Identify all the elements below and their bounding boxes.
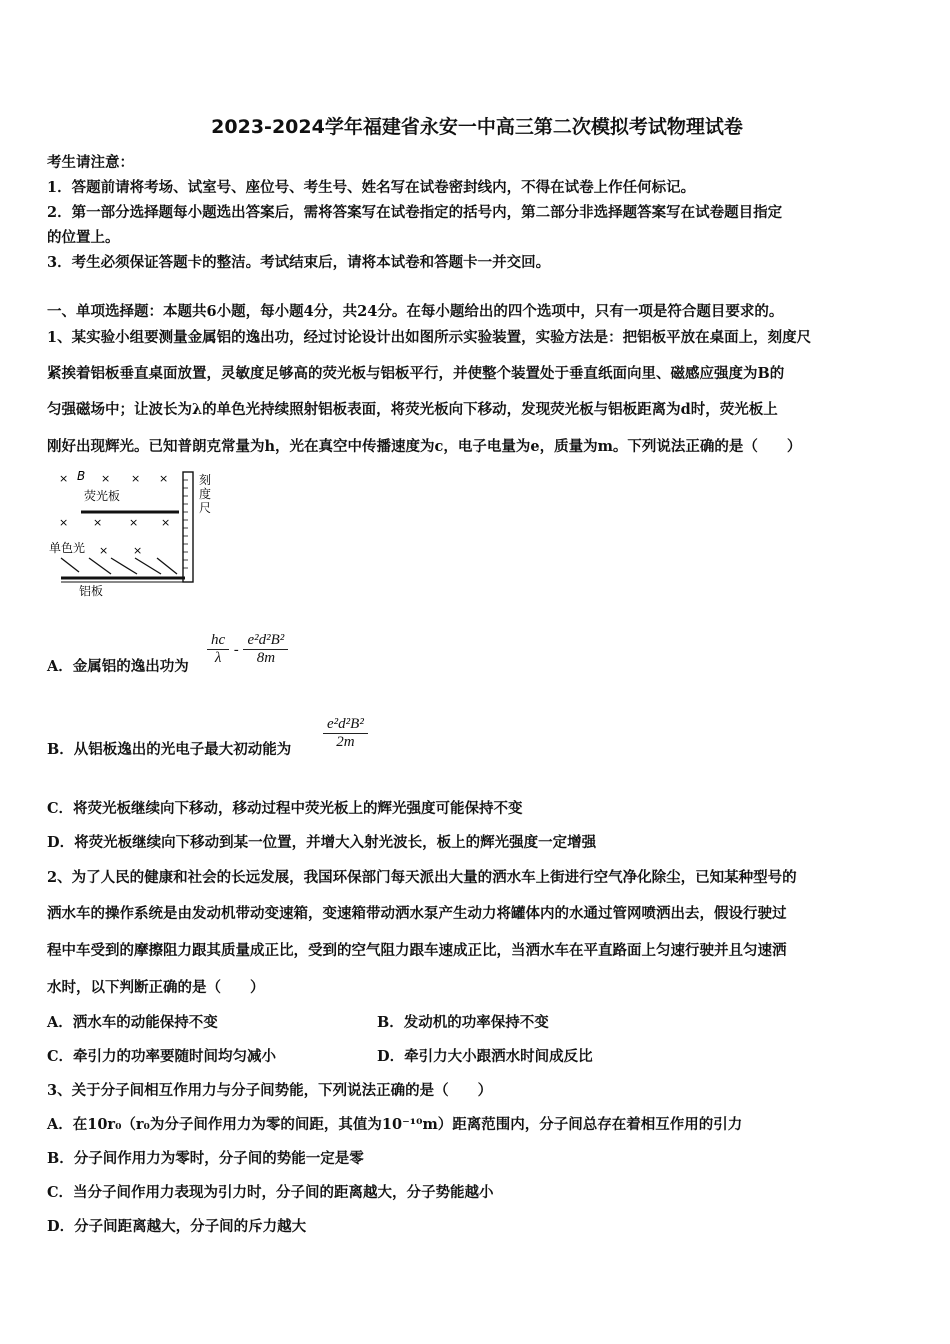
light-label: 单色光	[49, 541, 86, 555]
field-cross: ×	[101, 472, 111, 485]
field-cross: ×	[93, 516, 103, 529]
q2-option-a: A．洒水车的动能保持不变	[47, 1014, 218, 1031]
q2-option-d: D．牵引力大小跟洒水时间成反比	[377, 1048, 593, 1065]
q1-option-a	[47, 657, 189, 677]
notice-item: 的位置上。	[47, 229, 120, 246]
field-cross: ×	[159, 472, 169, 485]
q1-option-c: C．将荧光板继续向下移动，移动过程中荧光板上的辉光强度可能保持不变	[47, 800, 523, 817]
q2-option-c: C．牵引力的功率要随时间均匀减小	[47, 1048, 277, 1065]
fraction: $\frac{\text{e²d²B²}}{2m}$	[323, 716, 368, 751]
notice-item: 1．答题前请将考场、试室号、座位号、考生号、姓名写在试卷密封线内，不得在试卷上作任何标记。	[47, 179, 696, 196]
field-cross: ×	[99, 544, 109, 557]
screen-label: 荧光板	[84, 489, 121, 503]
exam-title: 2023-2024学年福建省永安一中高三第二次模拟考试物理试卷	[211, 116, 743, 138]
field-cross: ×	[59, 472, 69, 485]
notice-item: 2．第一部分选择题每小题选出答案后，需将答案写在试卷指定的括号内，第二部分非选择题答案写在试卷题目指定	[47, 204, 783, 221]
ruler	[183, 472, 193, 582]
field-b-label: B	[77, 469, 86, 483]
notice-item: 3．考生必须保证答题卡的整洁。考试结束后，请将本试卷和答题卡一并交回。	[47, 254, 551, 271]
q1-stem-line: 匀强磁场中；让波长为λ的单色光持续照射铝板表面，将荧光板向下移动，发现荧光板与铝板距离为d时，荧光板上	[47, 401, 778, 418]
q3-option-c: C．当分子间作用力表现为引力时，分子间的距离越大，分子势能越小	[47, 1184, 494, 1201]
q1-apparatus-figure	[49, 466, 229, 598]
q2-stem-line: 2、为了人民的健康和社会的长远发展，我国环保部门每天派出大量的洒水车上街进行空气净化除尘，已知某种型号的	[47, 869, 797, 886]
q3-option-d: D．分子间距离越大，分子间的斥力越大	[47, 1218, 307, 1235]
option-text: B．从铝板逸出的光电子最大初动能为	[47, 741, 292, 758]
q2-stem-line: 水时，以下判断正确的是（ ）	[47, 979, 265, 996]
fraction: $\frac{hc}{\lambda}$	[207, 632, 229, 667]
field-cross: ×	[129, 516, 139, 529]
light-rays	[61, 558, 177, 574]
option-text: A．金属铝的逸出功为	[47, 658, 189, 675]
field-cross: ×	[59, 516, 69, 529]
q1-option-a-formula: $\frac{hc}{\lambda}$ - $\frac{\text{e²d²B²}}{8m}$	[207, 632, 288, 667]
fraction: $\frac{\text{e²d²B²}}{8m}$	[243, 632, 288, 667]
notice-heading: 考生请注意：	[47, 154, 134, 171]
ruler-ticks	[183, 480, 188, 568]
field-cross: ×	[133, 544, 143, 557]
q1-option-d: D．将荧光板继续向下移动到某一位置，并增大入射光波长，板上的辉光强度一定增强	[47, 834, 597, 851]
field-cross: ×	[161, 516, 171, 529]
q2-stem-line: 洒水车的操作系统是由发动机带动变速箱，变速箱带动洒水泵产生动力将罐体内的水通过管网喷洒出去，假设行驶过	[47, 905, 787, 922]
q1-option-b-formula	[323, 716, 368, 751]
q2-stem-line: 程中车受到的摩擦阻力跟其质量成正比，受到的空气阻力跟车速成正比，当洒水车在平直路面上匀速行驶并且匀速洒	[47, 942, 787, 959]
ruler-label: 刻	[199, 473, 212, 487]
plate-label: 铝板	[79, 584, 104, 598]
ruler-label: 度	[199, 487, 212, 501]
q1-stem-line: 紧挨着铝板垂直桌面放置，灵敏度足够高的荧光板与铝板平行，并使整个装置处于垂直纸面向里、磁感应强度为B的	[47, 365, 785, 382]
q2-option-b: B．发动机的功率保持不变	[377, 1014, 549, 1031]
q1-option-b	[47, 740, 291, 760]
q3-option-a: A．在10r₀（r₀为分子间作用力为零的间距，其值为10⁻¹⁰m）距离范围内，分子间总存在着相互作用的引力	[47, 1116, 743, 1133]
ruler-label: 尺	[199, 501, 212, 515]
q1-stem-line: 1、某实验小组要测量金属铝的逸出功，经过讨论设计出如图所示实验装置，实验方法是：把铝板平放在桌面上，刻度尺	[47, 329, 812, 346]
field-cross: ×	[131, 472, 141, 485]
q3-stem: 3、关于分子间相互作用力与分子间势能，下列说法正确的是（ ）	[47, 1082, 493, 1099]
q3-option-b: B．分子间作用力为零时，分子间的势能一定是零	[47, 1150, 364, 1167]
q1-stem-line: 刚好出现辉光。已知普朗克常量为h，光在真空中传播速度为c，电子电量为e，质量为m。下列说法正确的是（ ）	[47, 438, 802, 455]
section-heading: 一、单项选择题：本题共6小题，每小题4分，共24分。在每小题给出的四个选项中，只有一项是符合题目要求的。	[47, 303, 784, 320]
